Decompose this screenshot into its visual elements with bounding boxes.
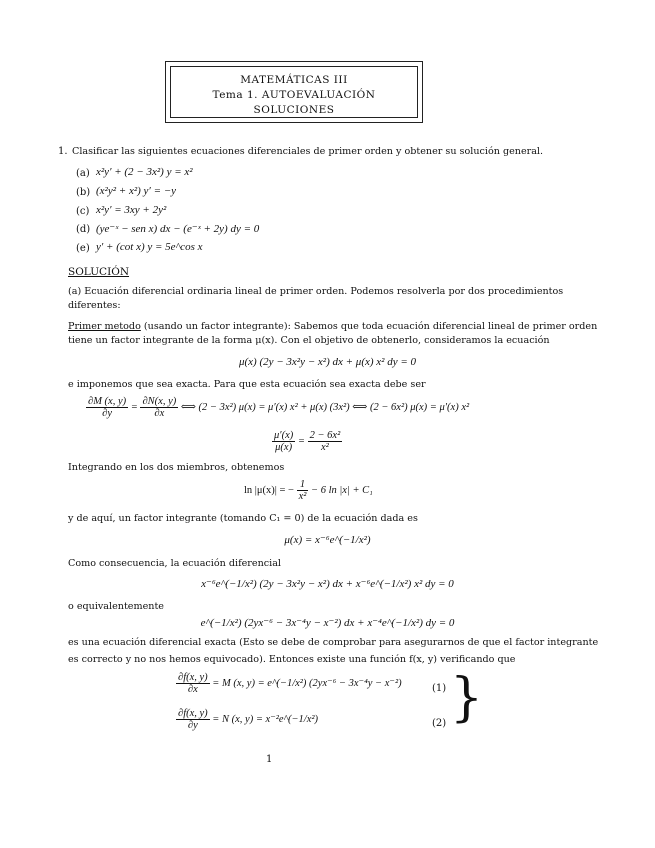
item-b-label: (b) <box>76 187 91 198</box>
equals-sign: = <box>297 435 305 447</box>
fraction-den: ∂x <box>154 408 165 419</box>
equation-exactness-rest: ⟺ (2 − 3x²) μ(x) = μ′(x) x² + μ(x) (3x²) ⟺ (2 − 6x²) μ(x) = μ′(x) x² <box>180 401 470 413</box>
item-e-label: (e) <box>76 243 90 254</box>
fraction-num: 1 <box>297 479 309 491</box>
fraction-den: ∂y <box>102 408 112 419</box>
solution-intro-line-1: (a) Ecuación diferencial ordinaria lineal de primer orden. Podemos resolverla por dos procedimientos <box>68 286 564 297</box>
text-exactness-condition: e imponemos que sea exacta. Para que esta ecuación sea exacta debe ser <box>68 379 426 390</box>
text-equivalently: o equivalentemente <box>68 601 164 612</box>
system-brace: } <box>450 668 484 728</box>
equation-exactness <box>86 396 469 419</box>
item-d-label: (d) <box>76 224 91 235</box>
page-number: 1 <box>266 754 273 765</box>
fraction-mu-prime-over-mu <box>272 430 295 453</box>
item-a-equation: x²y′ + (2 − 3x²) y = x² <box>96 166 193 178</box>
problem-number: 1. <box>58 146 68 157</box>
fraction-rhs <box>308 430 343 453</box>
item-c-equation: x²y′ = 3xy + 2y² <box>96 204 167 216</box>
fraction-one-over-x2 <box>297 479 309 502</box>
problem-statement: Clasificar las siguientes ecuaciones diferenciales de primer orden y obtener su solución general. <box>72 146 544 157</box>
fraction-den: μ(x) <box>275 442 293 453</box>
system-equation-2 <box>176 708 318 731</box>
fraction-den: ∂y <box>187 720 198 731</box>
system-equation-2-rhs: = N (x, y) = x⁻²e^(−1/x²) <box>212 713 319 725</box>
text-factor: y de aquí, un factor integrante (tomando C₁ = 0) de la ecuación dada es <box>68 513 418 524</box>
equation-log <box>244 479 373 502</box>
fraction-num: ∂f(x, y) <box>178 708 208 719</box>
equation-exact-form: e^(−1/x²) (2yx⁻⁶ − 3x⁻⁴y − x⁻²) dx + x⁻⁴e^(−1/x²) dy = 0 <box>200 617 455 629</box>
method-title: Primer metodo <box>68 321 141 332</box>
fraction-df-dx <box>176 672 210 695</box>
title-line-topic: Tema 1. AUTOEVALUACIÓN <box>212 89 376 101</box>
solution-heading: SOLUCIÓN <box>68 266 130 278</box>
equals-sign: = <box>130 401 138 413</box>
fraction-df-dy <box>176 708 210 731</box>
text-consequence: Como consecuencia, la ecuación diferencial <box>68 558 281 569</box>
item-d-equation: (ye⁻ˣ − sen x) dx − (e⁻ˣ + 2y) dy = 0 <box>96 223 260 235</box>
fraction-den: ∂x <box>187 684 198 695</box>
fraction-num: ∂f(x, y) <box>178 672 208 683</box>
text-integrating: Integrando en los dos miembros, obtenemos <box>68 462 285 473</box>
text-exact-line-2: es correcto y no nos hemos equivocado). Entonces existe una función f(x, y) verificando que <box>68 654 516 665</box>
item-a-label: (a) <box>76 168 90 179</box>
fraction-num: ∂N(x, y) <box>142 396 177 407</box>
equation-multiplied: x⁻⁶e^(−1/x²) (2y − 3x²y − x²) dx + x⁻⁶e^(−1/x²) x² dy = 0 <box>201 578 454 590</box>
item-e-equation: y′ + (cot x) y = 5e^cos x <box>96 241 203 253</box>
equation-log-left: ln |μ(x)| = − <box>244 484 294 496</box>
equation-ratio <box>272 430 342 453</box>
fraction-den: x² <box>321 442 329 453</box>
title-inner <box>170 66 418 118</box>
title-line-solutions: SOLUCIONES <box>253 104 335 116</box>
method-line-1-rest: (usando un factor integrante): Sabemos que toda ecuación diferencial lineal de primer orden <box>140 321 598 332</box>
equation-integrating-factor: μ(x) (2y − 3x²y − x²) dx + μ(x) x² dy = 0 <box>238 356 417 368</box>
fraction-num: μ′(x) <box>274 430 294 441</box>
text-exact-line-1: es una ecuación diferencial exacta (Esto se debe de comprobar para asegurarnos de que el factor integrante <box>68 637 599 648</box>
fraction-num: 2 − 6x² <box>309 430 341 441</box>
system-equation-1-rhs: = M (x, y) = e^(−1/x²) (2yx⁻⁶ − 3x⁻⁴y − x⁻²) <box>212 677 402 689</box>
method-line-1 <box>68 320 597 334</box>
system-equation-1 <box>176 672 402 695</box>
equation-log-right: − 6 ln |x| + C₁ <box>311 484 373 496</box>
equation-tag-1: (1) <box>432 683 447 694</box>
item-c-label: (c) <box>76 206 90 217</box>
equation-mu: μ(x) = x⁻⁶e^(−1/x²) <box>284 534 371 546</box>
fraction-num: ∂M (x, y) <box>88 396 127 407</box>
title-line-course: MATEMÁTICAS III <box>240 74 348 86</box>
equation-tag-2: (2) <box>432 718 447 729</box>
solution-intro-line-2: diferentes: <box>68 300 121 311</box>
item-b-equation: (x²y² + x²) y′ = −y <box>96 185 177 197</box>
fraction-dN-dx <box>140 396 178 419</box>
fraction-dM-dy <box>86 396 128 419</box>
method-line-2: tiene un factor integrante de la forma μ(x). Con el objetivo de obtenerlo, consideramos la ecuación <box>68 335 550 346</box>
title-box <box>165 61 423 123</box>
fraction-den: x² <box>298 491 307 502</box>
